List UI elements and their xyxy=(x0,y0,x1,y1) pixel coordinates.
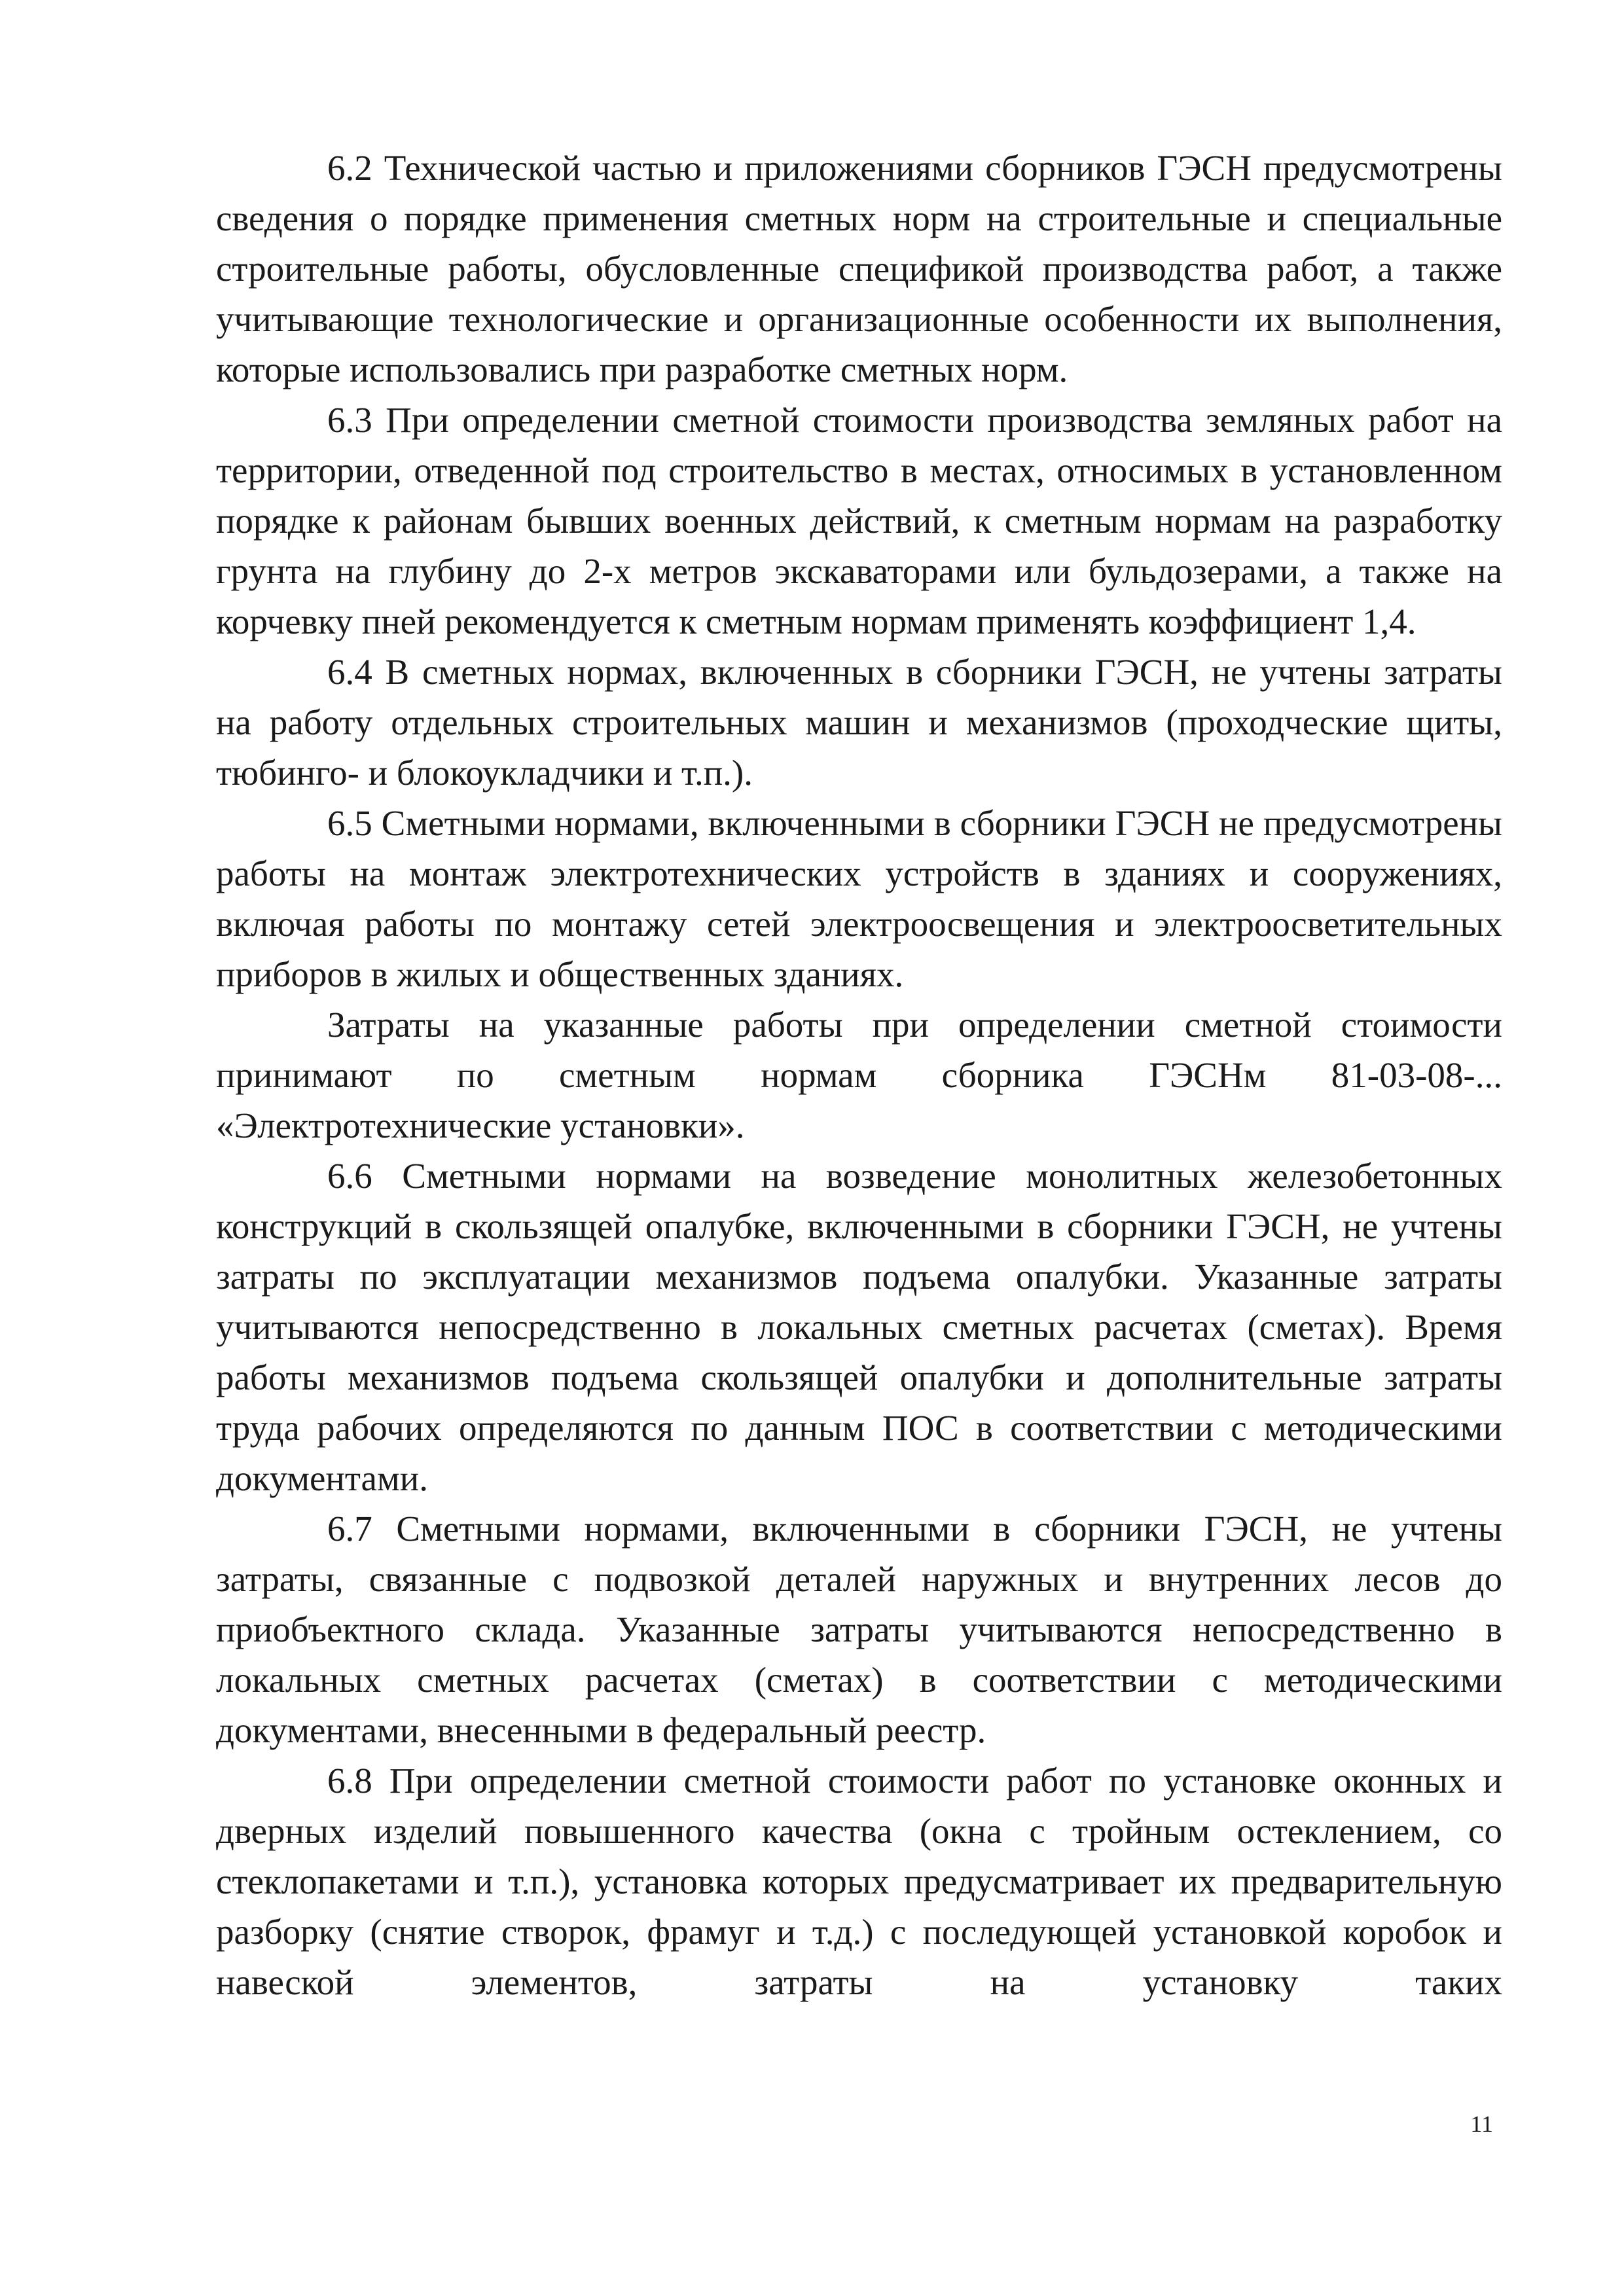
page-number: 11 xyxy=(1470,2111,1493,2137)
paragraph-6-6: 6.6 Сметными нормами на возведение монолитных железобетонных конструкций в скользящей опалубке, включенными в сборники ГЭСН, не учтены затраты по эксплуатации механизмов подъема опалубки. Указанные затраты учитываются непосредственно в локальных сметных расчетах (сметах). Время работы механизмов подъема скользящей опалубки и дополнительные затраты труда рабочих определяются по данным ПОС в соответствии с методическими документами. xyxy=(216,1156,1502,1498)
document-body xyxy=(216,143,1502,2007)
paragraph-6-8: 6.8 При определении сметной стоимости работ по установке оконных и дверных изделий повышенного качества (окна с тройным остеклением, со стеклопакетами и т.п.), установка которых предусматривает их предварительную разборку (снятие створок, фрамуг и т.д.) с последующей установкой коробок и навеской элементов, затраты на установку таких xyxy=(216,1761,1502,2002)
paragraph-6-2: 6.2 Технической частью и приложениями сборников ГЭСН предусмотрены сведения о порядке применения сметных норм на строительные и специальные строительные работы, обусловленные спецификой производства работ, а также учитывающие технологические и организационные особенности их выполнения, которые использовались при разработке сметных норм. xyxy=(216,148,1502,389)
paragraph-6-5: 6.5 Сметными нормами, включенными в сборники ГЭСН не предусмотрены работы на монтаж электротехнических устройств в зданиях и сооружениях, включая работы по монтажу сетей электроосвещения и электроосветительных приборов в жилых и общественных зданиях. xyxy=(216,803,1502,994)
paragraph-6-7: 6.7 Сметными нормами, включенными в сборники ГЭСН, не учтены затраты, связанные с подвозкой деталей наружных и внутренних лесов до приобъектного склада. Указанные затраты учитываются непосредственно в локальных сметных расчетах (сметах) в соответствии с методическими документами, внесенными в федеральный реестр. xyxy=(216,1509,1502,1750)
paragraph-6-3: 6.3 При определении сметной стоимости производства земляных работ на территории, отведенной под строительство в местах, относимых в установленном порядке к районам бывших военных действий, к сметным нормам на разработку грунта на глубину до 2-х метров экскаваторами или бульдозерами, а также на корчевку пней рекомендуется к сметным нормам применять коэффициент 1,4. xyxy=(216,400,1502,641)
paragraph-6-4: 6.4 В сметных нормах, включенных в сборники ГЭСН, не учтены затраты на работу отдельных строительных машин и механизмов (проходческие щиты, тюбинго- и блокоукладчики и т.п.). xyxy=(216,652,1502,793)
paragraph-6-5-continued: Затраты на указанные работы при определении сметной стоимости принимают по сметным нормам сборника ГЭСНм 81-03-08-... «Электротехнические установки». xyxy=(216,1005,1502,1145)
